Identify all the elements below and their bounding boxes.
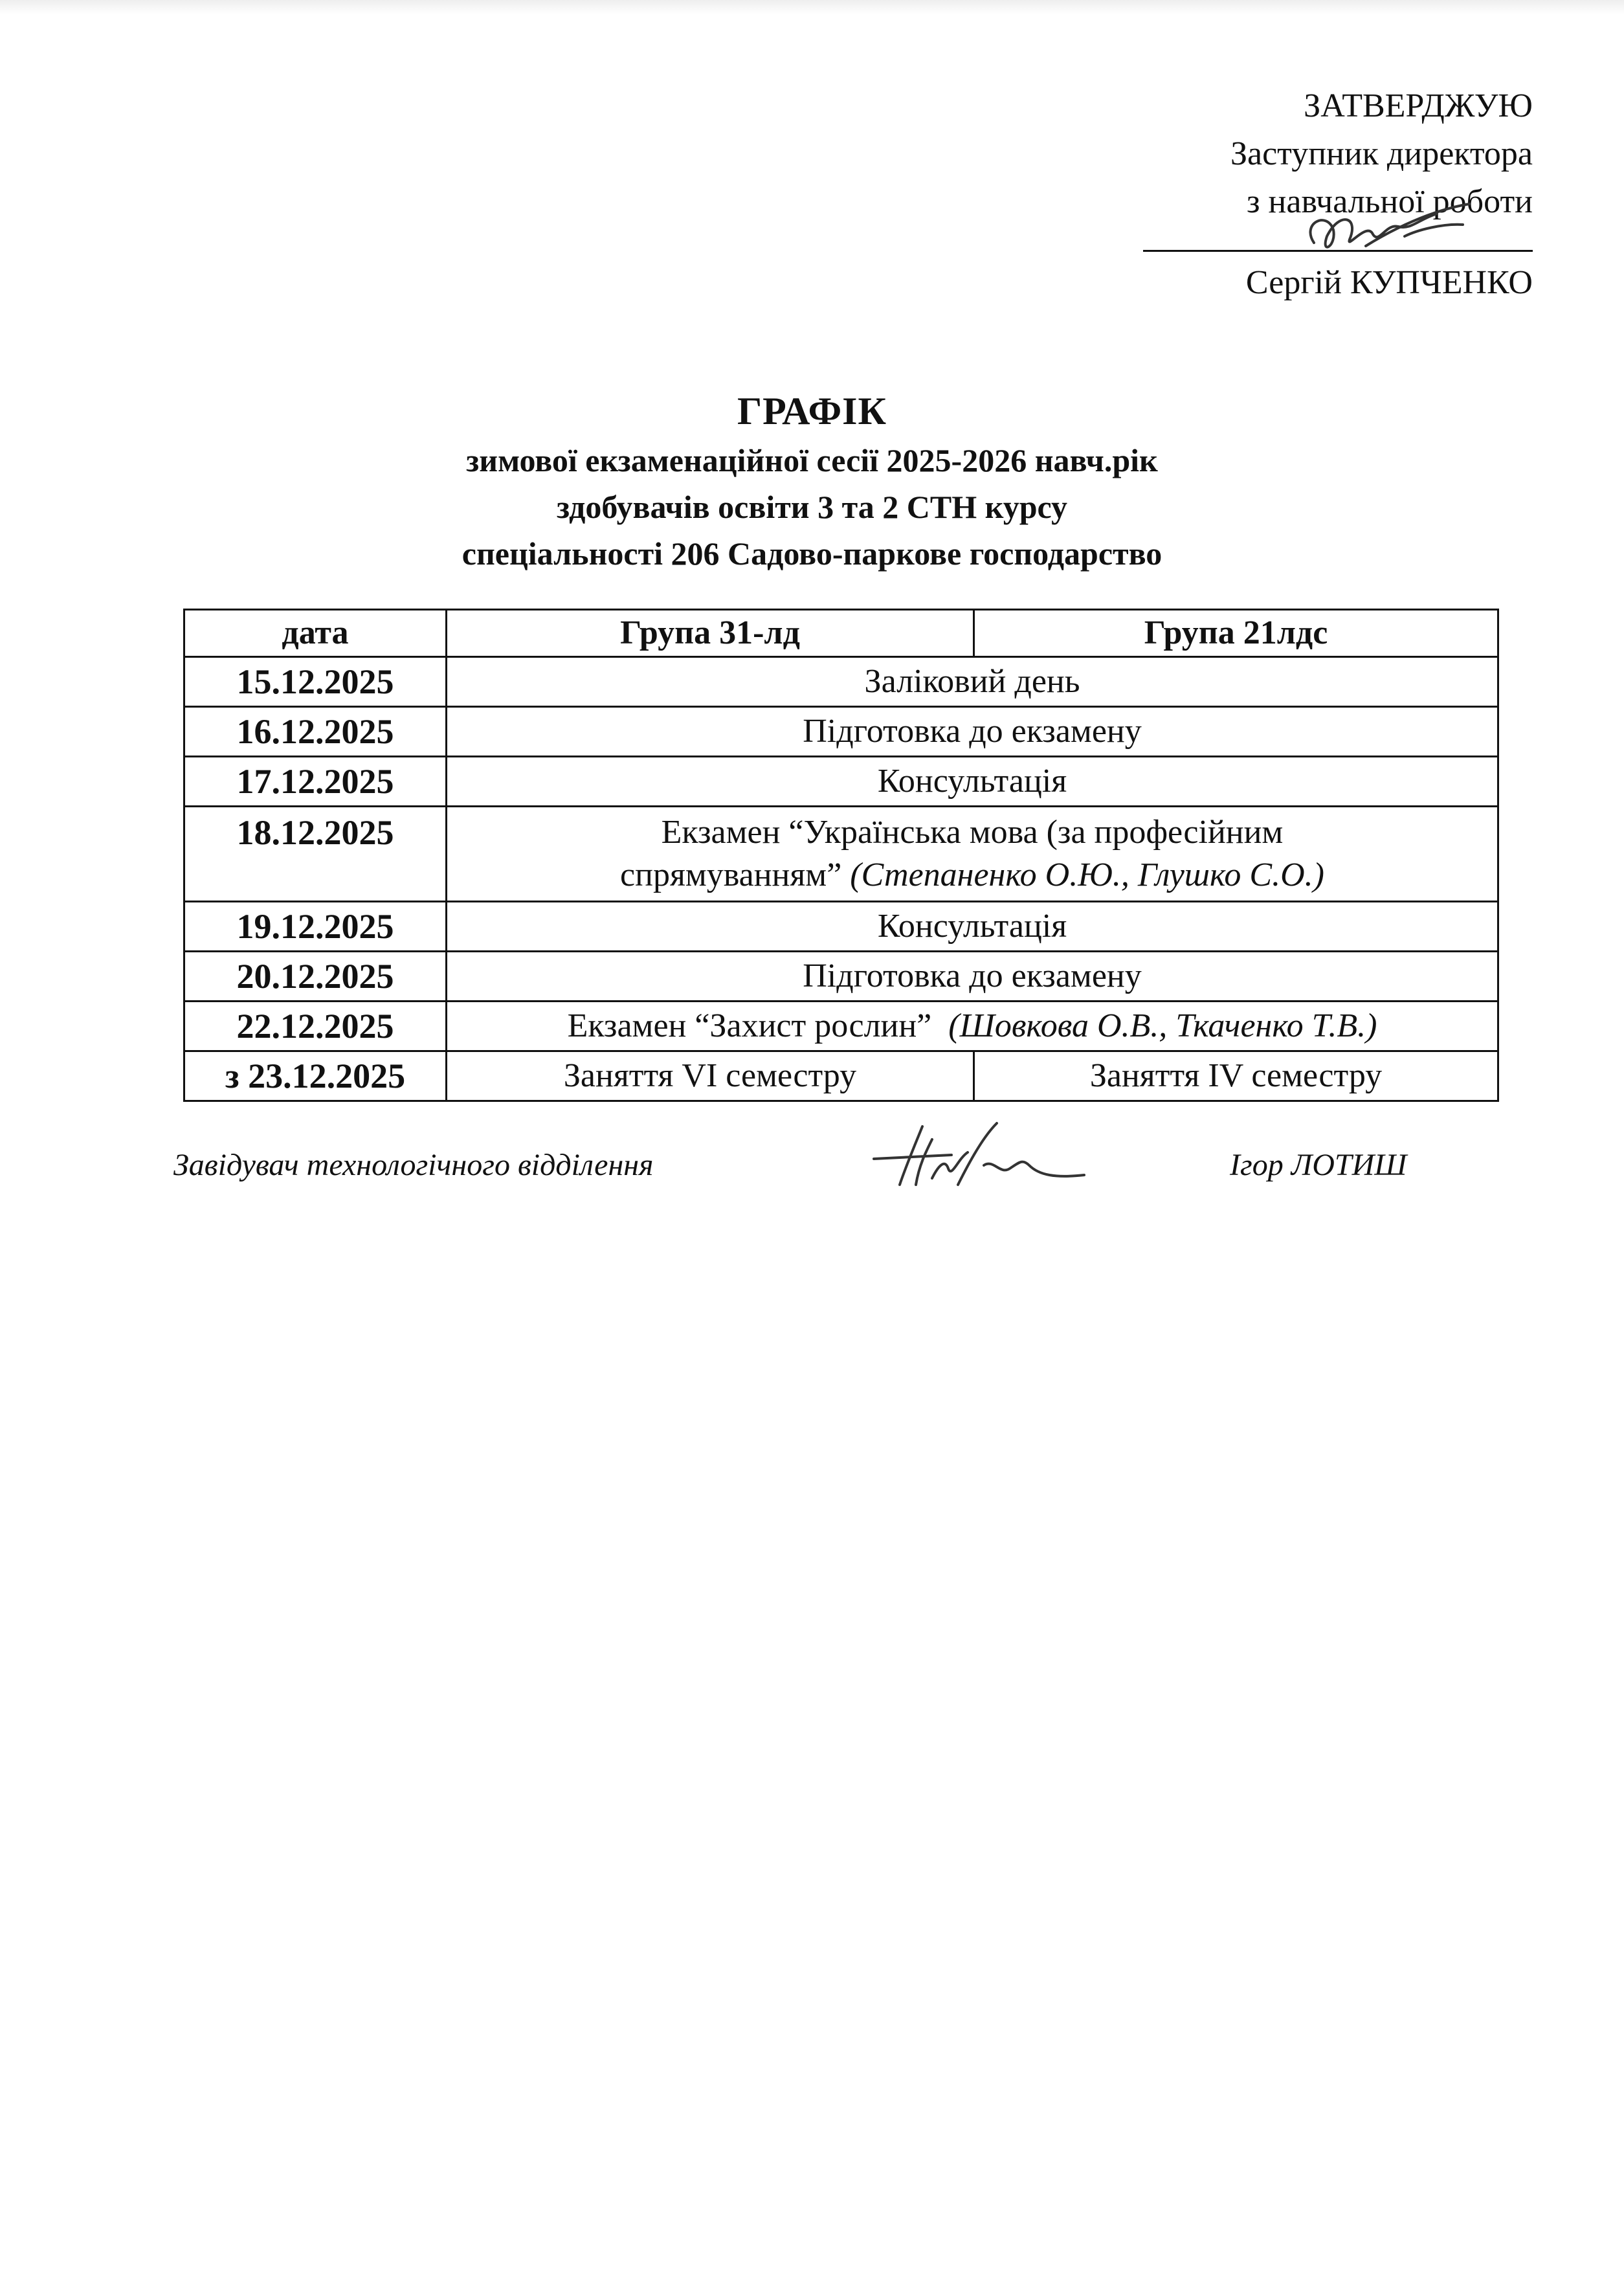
document-subtitle-3: спеціальності 206 Садово-паркове господарство [462,535,1162,572]
row-event-line1: Екзамен “Українська мова (за професійним [661,814,1284,851]
department-head-signature-icon [861,1114,1094,1211]
document-title-block [0,385,1624,577]
table-row [184,1002,1498,1051]
row-date: 20.12.2025 [184,952,447,1002]
row-date: 18.12.2025 [184,807,447,902]
row-event: Консультація [447,757,1498,807]
document-title: ГРАФІК [737,390,887,432]
document-subtitle-2: здобувачів освіти 3 та 2 СТН курсу [556,489,1068,525]
table-row [184,1051,1498,1101]
row-event-teachers: (Степаненко О.Ю., Глушко С.О.) [850,856,1324,893]
row-event: Заліковий день [447,657,1498,707]
footer-position: Завідувач технологічного відділення [173,1148,654,1182]
director-signature-icon [1288,185,1482,282]
row-group-31-activity: Заняття VI семестру [447,1051,974,1101]
approval-name: Сергій КУПЧЕНКО [1245,264,1533,301]
row-date: 15.12.2025 [184,657,447,707]
table-row [184,952,1498,1002]
row-date: 22.12.2025 [184,1002,447,1051]
table-row [184,902,1498,952]
table-row [184,807,1498,902]
row-event [447,807,1498,902]
row-date: 16.12.2025 [184,707,447,757]
row-group-21-activity: Заняття IV семестру [974,1051,1498,1101]
row-event-teachers: (Шовкова О.В., Ткаченко Т.В.) [948,1007,1377,1044]
row-date: з 23.12.2025 [184,1051,447,1101]
approval-heading: ЗАТВЕРДЖУЮ [1304,87,1533,124]
row-event-subject: Екзамен “Захист рослин” [567,1007,932,1044]
header-date: дата [184,610,447,657]
approval-department: з навчальної роботи [1247,183,1533,220]
row-event-line2 [452,854,1492,897]
row-event-subject-end: спрямуванням” [620,856,842,893]
footer-name: Ігор ЛОТИШ [1230,1148,1407,1182]
table-row [184,657,1498,707]
table-row [184,757,1498,807]
row-date: 17.12.2025 [184,757,447,807]
approval-position: Заступник директора [1230,135,1533,172]
row-event: Підготовка до екзамену [447,707,1498,757]
row-event [447,1002,1498,1051]
row-event: Консультація [447,902,1498,952]
exam-schedule-table [183,609,1499,1102]
row-event: Підготовка до екзамену [447,952,1498,1002]
table-header-row [184,610,1498,657]
header-group-31: Група 31-лд [447,610,974,657]
scan-top-edge [0,0,1624,14]
header-group-21: Група 21лдс [974,610,1498,657]
document-subtitle-1: зимової екзаменаційної сесії 2025-2026 навч.рік [466,442,1158,478]
row-date: 19.12.2025 [184,902,447,952]
table-row [184,707,1498,757]
